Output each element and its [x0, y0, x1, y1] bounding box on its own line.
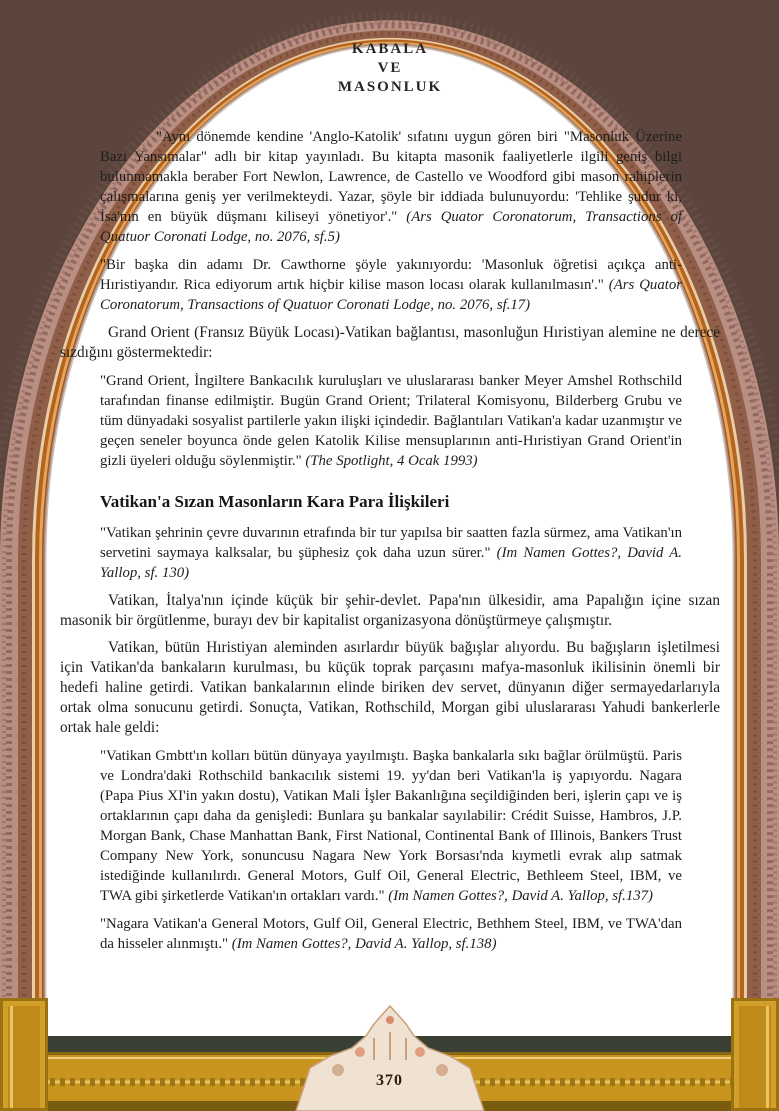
- quote-text: "Vatikan şehrinin çevre duvarının etrafında bir tur yapılsa bir saatten fazla sürmez, ama Vatikan'ın servetini saymaya kalksalar, bu şüphesiz çok daha uzun sürer.": [100, 525, 682, 561]
- quote-paragraph-4: [100, 523, 682, 583]
- quote-paragraph-2: [100, 255, 682, 315]
- body-paragraph-1: Grand Orient (Fransız Büyük Locası)-Vatikan bağlantısı, masonluğun Hıristiyan alemine ne derece sızdığını göstermektedir:: [60, 324, 720, 361]
- section-heading: Vatikan'a Sızan Masonların Kara Para İlişkileri: [100, 492, 450, 511]
- citation: (The Spotlight, 4 Ocak 1993): [305, 453, 478, 469]
- page-content: [60, 38, 720, 1030]
- chapter-title: [60, 40, 720, 97]
- gold-corner-right: [731, 998, 779, 1111]
- title-line-3: MASONLUK: [337, 79, 443, 95]
- body-paragraph-3: Vatikan, bütün Hıristiyan aleminden asırlardır büyük bağışlar alıyordu. Bu bağışların işletilmesi için Vatikan'da bankaların kurulması, bu küçük toprak parçasını mafya-masonluk ikilisinin önemli bir hedefi haline getirdi. Vatikan bankalarının elinde biriken dev servet, dünyanın diğer sermayedarlarıyla ortak olma sonucunu getirdi. Sonuçta, Vatikan, Rothschild, Morgan gibi uluslararası Yahudi bankerlerle ortak hale geldi:: [60, 639, 720, 736]
- quote-text: "Aynı dönemde kendine 'Anglo-Katolik' sıfatını uygun gören biri "Masonluk Üzerine Bazı Yansımalar" adlı bir kitap yayınladı. Bu kitapta masonik faaliyetlerle ilgili geniş bilgi bulunmamakla beraber Fort Newlon, Lawrence, de Castello ve Woodford gibi mason rahiplerin çalışmalarına geniş yer verilmekteydi. Yazar, şöyle bir iddiada bulunuyordu: 'Tehlike şudur ki, İsa'nın en büyük düşmanı kiliseyi yönetiyor'.": [100, 129, 682, 225]
- quote-text: "Nagara Vatikan'a General Motors, Gulf Oil, General Electric, Bethhem Steel, IBM, ve TWA'dan da hisseler alınmıştı.": [100, 916, 682, 952]
- citation: (Im Namen Gottes?, David A. Yallop, sf.138): [231, 936, 497, 952]
- citation: (Ars Quator Coronatorum, Transactions of Quatuor Coronati Lodge, no. 2076, sf.17): [100, 277, 682, 313]
- body-paragraph-2: Vatikan, İtalya'nın içinde küçük bir şehir-devlet. Papa'nın ülkesidir, ama Papalığın içine sızan masonik bir örgütlenme, burayı dev bir kapitalist organizasyona dönüştürmeye çalışmıştır.: [60, 592, 720, 629]
- title-line-2: VE: [377, 60, 403, 76]
- citation: (Ars Quator Coronatorum, Transactions of Quatuor Coronati Lodge, no. 2076, sf.5): [100, 209, 683, 245]
- quote-paragraph-6: [100, 914, 682, 954]
- quote-text: "Grand Orient, İngiltere Bankacılık kuruluşları ve uluslararası banker Meyer Amshel Rothschild tarafından finanse edilmiştir. Bugün Grand Orient; Trilateral Komisyonu, Bilderberg Grubu ve tüm dünyadaki sosyalist partilerle yakın ilişki içindedir. Bağlantıları Vatikan'a kadar uzanmıştır ve geçen seneler boyunca önde gelen Katolik Kilise mensuplarının anti-Hıristiyan Grand Orient'in gizli üyeleri olduğu söylenmiştir.": [100, 373, 682, 469]
- quote-paragraph-5: [100, 746, 682, 906]
- quote-paragraph-3: [100, 371, 682, 471]
- citation: (Im Namen Gottes?, David A. Yallop, sf.137): [388, 888, 653, 904]
- title-line-1: KABALA: [351, 41, 429, 57]
- page-number: 370: [376, 1072, 403, 1089]
- gold-corner-left: [0, 998, 48, 1111]
- quote-paragraph-1: [100, 127, 682, 247]
- citation: (Im Namen Gottes?, David A. Yallop, sf. 130): [100, 545, 682, 581]
- quote-text: "Vatikan Gmbtt'ın kolları bütün dünyaya yayılmıştı. Başka bankalarla sıkı bağlar örülmüştü. Paris ve Londra'daki Rothschild bankacılık sistemi 19. yy'dan beri Vatikan'la iş yapıyordu. Nagara (Papa Pius XI'in yakın dostu), Vatikan Mali İşler Bakanlığına seçildiğinden beri, işlerin çapı ve iş ortaklarının çapı daha da genişledi: Bunlara şu bankalar sayılabilir: Crédit Suisse, Hambros, J.P. Morgan Bank, Chase Manhattan Bank, First National, Continental Bank of Illinois, Bankers Trust Company New York, sonuncusu Nagara New York Borsası'nda kıymetli evrak alıp satmak istediğinde kullanılırdı. General Motors, Gulf Oil, General Electric, Bethleem Steel, IBM, ve TWA gibi şirketlerde Vatikan'ın ortakları vardı.": [100, 748, 682, 904]
- quote-text: "Bir başka din adamı Dr. Cawthorne şöyle yakınıyordu: 'Masonluk öğretisi açıkça anti-Hıristiyandır. Rica ediyorum artık hiçbir kilise mason locası olarak kullanılmasın'.": [100, 257, 682, 293]
